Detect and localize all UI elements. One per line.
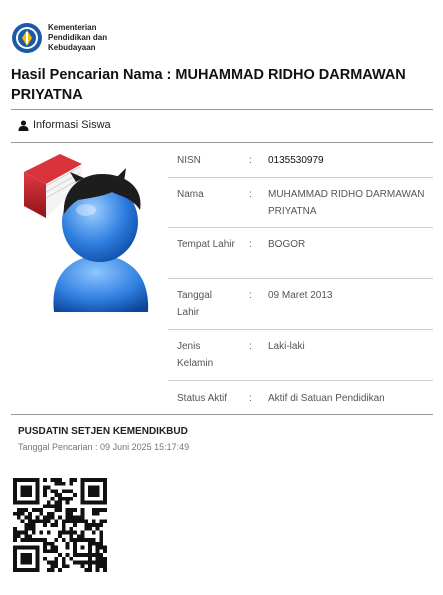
info-label: Jenis Kelamin <box>177 341 214 369</box>
info-separator: : <box>249 393 252 404</box>
footer-org: PUSDATIN SETJEN KEMENDIKBUD <box>18 426 188 437</box>
info-row <box>168 178 433 228</box>
header <box>11 20 211 56</box>
divider <box>11 414 433 415</box>
info-separator: : <box>249 155 252 166</box>
info-separator: : <box>249 341 252 352</box>
qr-code-icon <box>13 478 107 572</box>
org-line-2: Pendidikan dan <box>48 33 108 42</box>
info-separator: : <box>249 290 252 301</box>
org-name <box>48 23 107 53</box>
info-label: NISN <box>177 155 201 166</box>
info-label: Nama <box>177 189 204 200</box>
info-value: 09 Maret 2013 <box>268 290 333 301</box>
info-value: Aktif di Satuan Pendidikan <box>268 393 385 404</box>
section-header <box>18 119 111 131</box>
info-value: Laki-laki <box>268 341 305 352</box>
info-value: 0135530979 <box>268 155 324 166</box>
divider <box>11 109 433 110</box>
search-timestamp: Tanggal Pencarian : 09 Juni 2025 15:17:49 <box>18 442 190 452</box>
info-row <box>168 143 433 178</box>
info-value: MUHAMMAD RIDHO DARMAWAN PRIYATNA <box>268 189 425 217</box>
info-label: Tempat Lahir <box>177 239 235 250</box>
student-info-table <box>168 143 433 416</box>
student-avatar-icon <box>20 152 160 317</box>
info-value: BOGOR <box>268 239 306 250</box>
section-title: Informasi Siswa <box>33 119 111 131</box>
page-title: Hasil Pencarian Nama : MUHAMMAD RIDHO DARMAWAN PRIYATNA <box>11 67 406 103</box>
info-row <box>168 381 433 416</box>
info-label: Tanggal Lahir <box>177 290 213 318</box>
org-line-3: Kebudayaan <box>48 43 96 52</box>
org-line-1: Kementerian <box>48 23 97 32</box>
info-row <box>168 330 433 381</box>
user-icon <box>18 120 29 131</box>
info-row <box>168 279 433 330</box>
kemendikbud-logo-icon <box>11 22 43 54</box>
info-row <box>168 228 433 279</box>
info-separator: : <box>249 239 252 250</box>
info-label: Status Aktif <box>177 393 228 404</box>
info-separator: : <box>249 189 252 200</box>
